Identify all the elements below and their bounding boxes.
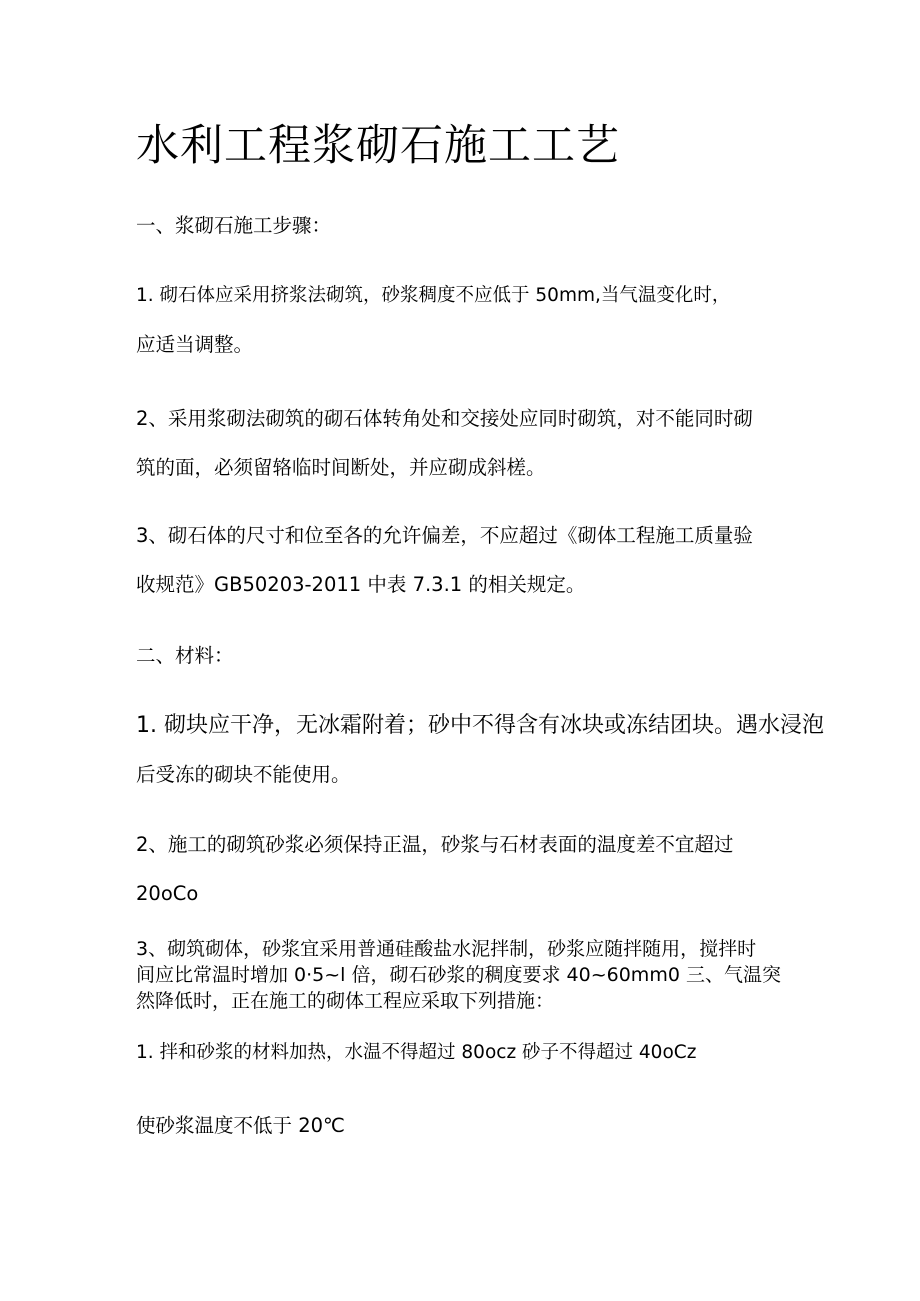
paragraph-line: 应适当调整。 [136, 333, 254, 356]
paragraph-line: 筑的面，必须留辂临时间断处，并应砌成斜槎。 [136, 456, 546, 479]
paragraph-line: 3、砌石体的尺寸和位至各的允许偏差，不应超过《砌体工程施工质量验 [136, 524, 753, 547]
paragraph-line: 间应比常温时增加 0·5~l 倍，砌石砂浆的稠度要求 40~60mm0 三、气温突 [136, 964, 781, 986]
paragraph-line: 2、施工的砌筑砂浆必须保持正温，砂浆与石材表面的温度差不宜超过 [136, 833, 734, 856]
paragraph-line: 后受冻的砌块不能使用。 [136, 763, 351, 786]
paragraph-line: 1. 砌石体应采用挤浆法砌筑，砂浆稠度不应低于 50mm,当气温变化时， [136, 285, 731, 306]
paragraph-line: 收规范》GB50203-2011 中表 7.3.1 的相关规定。 [136, 573, 586, 596]
paragraph-line: 1. 砌块应干净，无冰霜附着；砂中不得含有冰块或冻结团块。遇水浸泡 [136, 713, 824, 738]
paragraph-line: 3、砌筑砌体，砂浆宜采用普通硅酸盐水泥拌制，砂浆应随拌随用，搅拌时 [136, 938, 757, 960]
section-heading-materials: 二、材料： [136, 644, 234, 667]
paragraph-line: 然降低时，正在施工的砌体工程应采取下列措施： [136, 990, 555, 1012]
paragraph-line: 1. 拌和砂浆的材料加热，水温不得超过 80ocz 砂子不得超过 40oCz [136, 1042, 697, 1063]
paragraph-line: 20oCo [136, 882, 199, 905]
paragraph-line: 使砂浆温度不低于 20℃ [136, 1114, 345, 1137]
page-title: 水利工程浆砌石施工工艺 [136, 121, 620, 171]
paragraph-line: 2、采用浆砌法砌筑的砌石体转角处和交接处应同时砌筑，对不能同时砌 [136, 407, 753, 430]
section-heading-steps: 一、浆砌石施工步骤： [136, 214, 332, 237]
